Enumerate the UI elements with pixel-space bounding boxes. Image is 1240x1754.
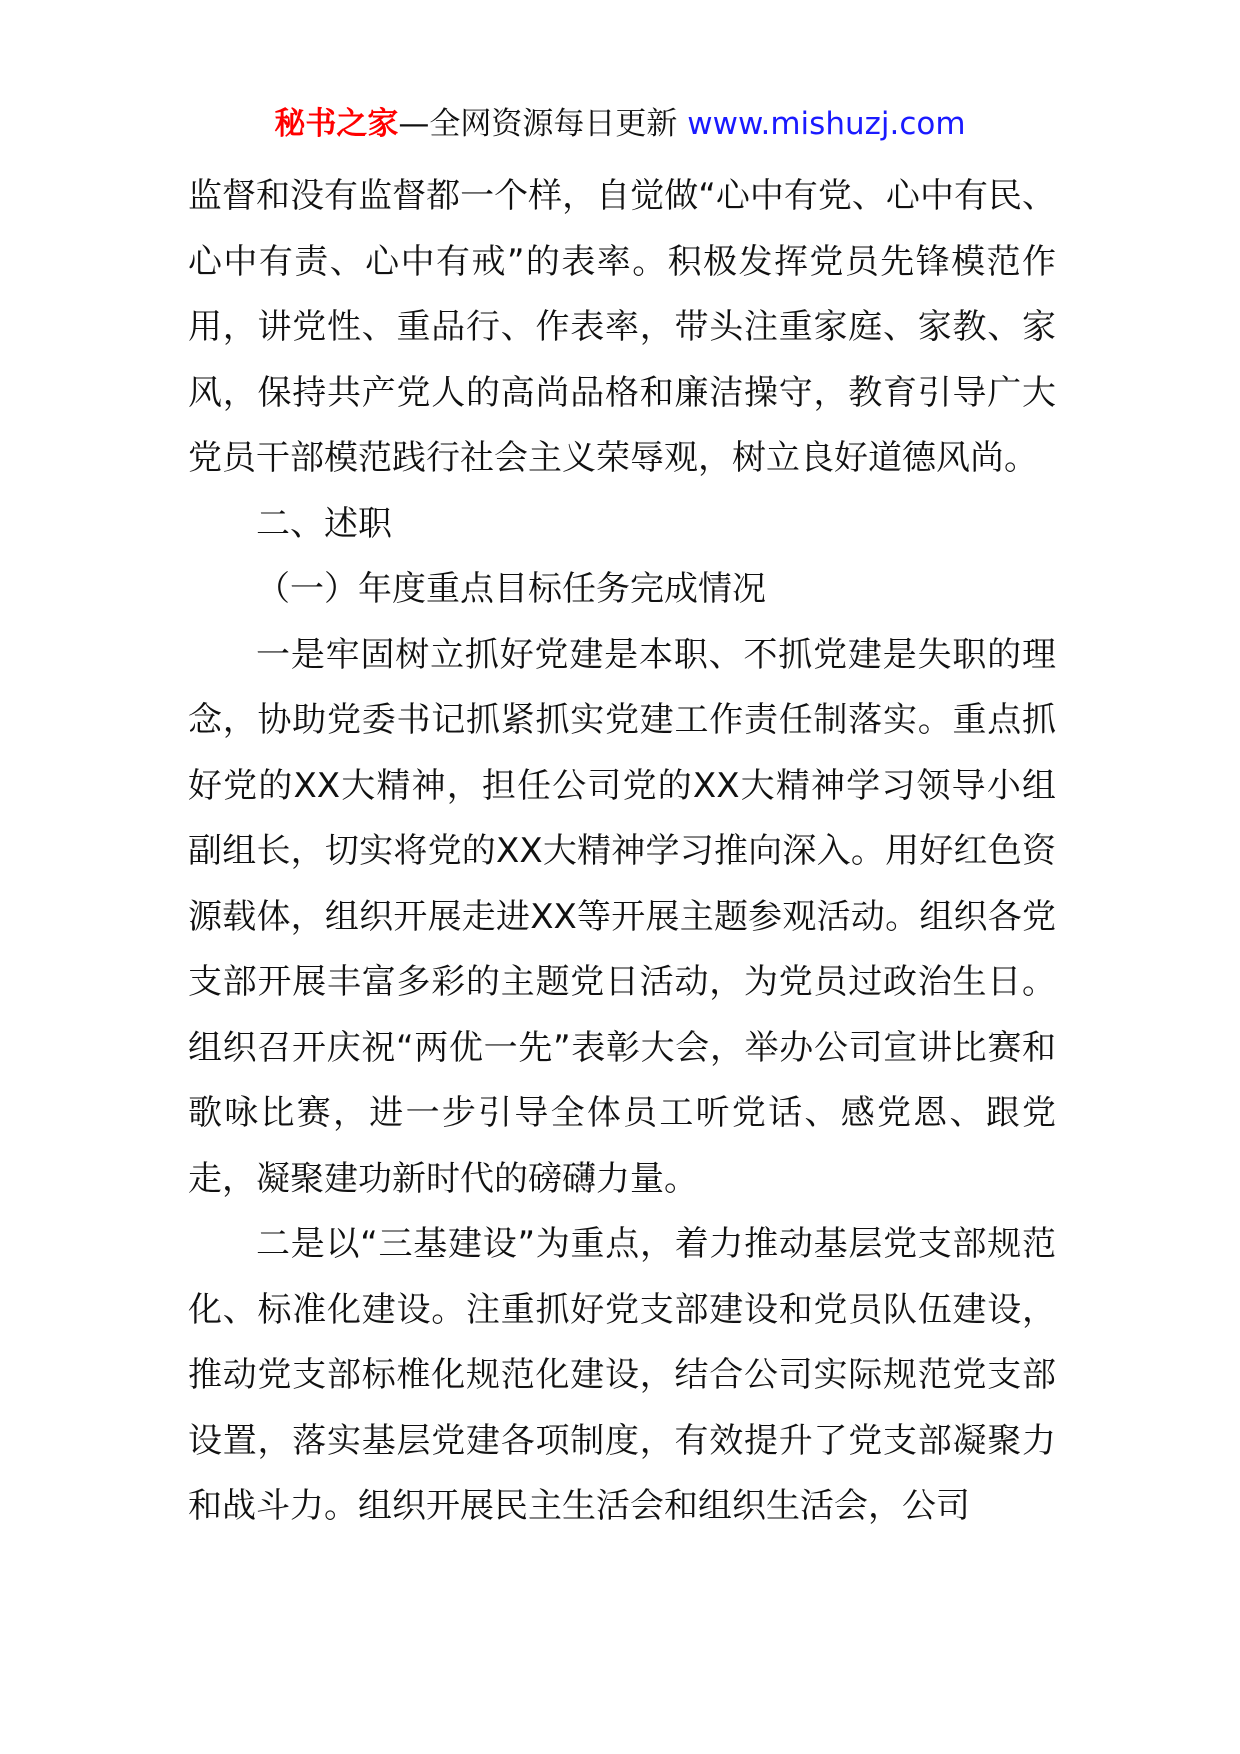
header-tagline: —全网资源每日更新 bbox=[398, 106, 688, 142]
header-url-link[interactable]: www.mishuzj.com bbox=[687, 106, 966, 142]
subsection-heading: （一）年度重点目标任务完成情况 bbox=[256, 569, 766, 609]
paragraph-point-one: 一是牢固树立抓好党建是本职、不抓党建是失职的理念，协助党委书记抓紧抓实党建工作责任制落实。重点抓好党的XX大精神，担任公司党的XX大精神学习领导小组副组长，切实将党的XX大精神学习推向深入。用好红色资源载体，组织开展走进XX等开展主题参观活动。组织各党支部开展丰富多彩的主题党日活动，为党员过政治生日。组织召开庆祝“两优一先”表彰大会，举办公司宣讲比赛和歌咏比赛，进一步引导全体员工听党话、感党恩、跟党走，凝聚建功新时代的磅礴力量。 bbox=[188, 634, 1056, 1199]
page-header bbox=[0, 100, 1240, 148]
paragraph-continuation: 监督和没有监督都一个样，自觉做“心中有党、心中有民、心中有责、心中有戒”的表率。积极发挥党员先锋模范作用，讲党性、重品行、作表率，带头注重家庭、家教、家风，保持共产党人的高尚品格和廉洁操守，教育引导广大党员干部模范践行社会主义荣辱观，树立良好道德风尚。 bbox=[188, 176, 1056, 478]
header-brand: 秘书之家 bbox=[274, 106, 399, 142]
document-body bbox=[188, 164, 1056, 1540]
section-heading: 二、述职 bbox=[256, 503, 392, 544]
paragraph-point-two: 二是以“三基建设”为重点，着力推动基层党支部规范化、标准化建设。注重抓好党支部建设和党员队伍建设，推动党支部标椎化规范化建设，结合公司实际规范党支部设置，落实基层党建各项制度，有效提升了党支部凝聚力和战斗力。组织开展民主生活会和组织生活会，公司 bbox=[188, 1224, 1056, 1526]
